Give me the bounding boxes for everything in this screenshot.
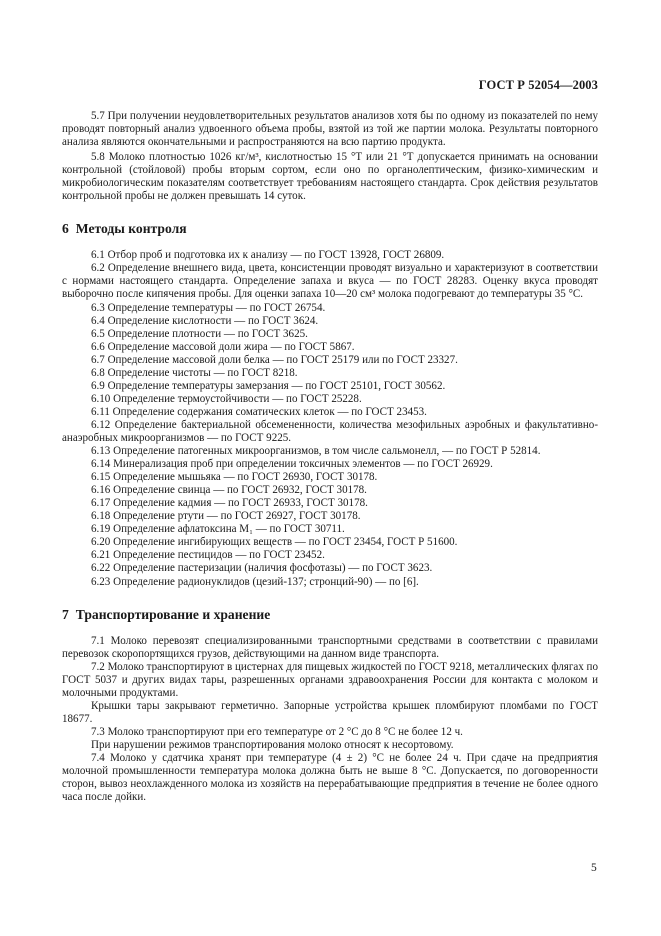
document-body bbox=[62, 110, 598, 804]
paragraph-7-1: 7.1 Молоко перевозят специализированными транспортными средствами в соответствии с правилами перевозок скоропортящихся грузов, действующими на данном виде транспорта. bbox=[62, 634, 598, 660]
item-6-1: 6.1 Отбор проб и подготовка их к анализу — по ГОСТ 13928, ГОСТ 26809. bbox=[91, 249, 445, 262]
item-6-8: 6.8 Определение чистоты — по ГОСТ 8218. bbox=[91, 366, 298, 379]
item-6-17: 6.17 Определение кадмия — по ГОСТ 26933, ГОСТ 30178. bbox=[91, 497, 368, 510]
item-6-13: 6.13 Определение патогенных микроорганизмов, в том числе сальмонелл, — по ГОСТ Р 52814. bbox=[91, 445, 541, 458]
item-6-2: 6.2 Определение внешнего вида, цвета, консистенции проводят визуально и характеризуют в соответствии с нормами настоящего стандарта. Определение запаха и вкуса — по ГОСТ 28283. Оценку вкуса проводят выборочно после кипячения пробы. Для оценки запаха 10—20 см³ молока подогревают до температуры 35 °С. bbox=[62, 262, 598, 301]
item-6-15: 6.15 Определение мышьяка — по ГОСТ 26930, ГОСТ 30178. bbox=[91, 471, 378, 484]
paragraph-7-3-violation: При нарушении режимов транспортирования молоко относят к несортовому. bbox=[91, 738, 454, 751]
paragraph-7-2: 7.2 Молоко транспортируют в цистернах для пищевых жидкостей по ГОСТ 9218, металлических флягах по ГОСТ 5037 и других видах тары, разрешенных органами здравоохранения России для контакта с молоком и молочными продуктами. bbox=[62, 660, 598, 699]
item-6-22: 6.22 Определение пастеризации (наличия фосфотазы) — по ГОСТ 3623. bbox=[91, 562, 433, 575]
item-6-19: 6.19 Определение афлатоксина М₁ — по ГОСТ 30711. bbox=[91, 523, 345, 536]
section-7-heading bbox=[62, 607, 598, 623]
item-6-3: 6.3 Определение температуры — по ГОСТ 26754. bbox=[91, 301, 326, 314]
section-7-number: 7 bbox=[62, 606, 69, 622]
paragraph-5-7: 5.7 При получении неудовлетворительных результатов анализов хотя бы по одному из показателей по нему проводят повторный анализ удвоенного объема пробы, взятой из той же партии молока. Результаты повторного анализа являются окончательными и распространяются на всю партию продукта. bbox=[62, 110, 598, 149]
section-6-heading bbox=[62, 221, 598, 237]
item-6-23: 6.23 Определение радионуклидов (цезий-137; стронций-90) — по [6]. bbox=[91, 575, 419, 588]
item-6-14: 6.14 Минерализация проб при определении токсичных элементов — по ГОСТ 26929. bbox=[91, 458, 493, 471]
item-6-7: 6.7 Определение массовой доли белка — по ГОСТ 25179 или по ГОСТ 23327. bbox=[91, 353, 458, 366]
paragraph-7-2-lids: Крышки тары закрывают герметично. Запорные устройства крышек пломбируют пломбами по ГОСТ 18677. bbox=[62, 699, 598, 725]
item-6-9: 6.9 Определение температуры замерзания — по ГОСТ 25101, ГОСТ 30562. bbox=[91, 379, 446, 392]
item-6-6: 6.6 Определение массовой доли жира — по ГОСТ 5867. bbox=[91, 340, 355, 353]
item-6-21: 6.21 Определение пестицидов — по ГОСТ 23452. bbox=[91, 549, 325, 562]
section-6-number: 6 bbox=[62, 221, 69, 237]
item-6-11: 6.11 Определение содержания соматических клеток — по ГОСТ 23453. bbox=[91, 405, 427, 418]
item-6-4: 6.4 Определение кислотности — по ГОСТ 3624. bbox=[91, 314, 319, 327]
page-number: 5 bbox=[591, 862, 597, 874]
item-6-10: 6.10 Определение термоустойчивости — по ГОСТ 25228. bbox=[91, 392, 362, 405]
item-6-16: 6.16 Определение свинца — по ГОСТ 26932, ГОСТ 30178. bbox=[91, 484, 367, 497]
paragraph-5-8: 5.8 Молоко плотностью 1026 кг/м³, кислотностью 15 °Т или 21 °Т допускается принимать на основании контрольной (стойловой) пробы вторым сортом, если оно по органолептическим, физико-химическим и микробиологическим показателям соответствует требованиям настоящего стандарта. Срок действия результатов контрольной пробы не должен превышать 14 суток. bbox=[62, 151, 598, 203]
item-6-5: 6.5 Определение плотности — по ГОСТ 3625. bbox=[91, 327, 308, 340]
paragraph-7-3: 7.3 Молоко транспортируют при его температуре от 2 °С до 8 °С не более 12 ч. bbox=[91, 725, 463, 738]
section-6-title: Методы контроля bbox=[75, 221, 187, 237]
section-7-title: Транспортирование и хранение bbox=[75, 606, 271, 622]
item-6-18: 6.18 Определение ртути — по ГОСТ 26927, ГОСТ 30178. bbox=[91, 510, 361, 523]
document-header: ГОСТ Р 52054—2003 bbox=[478, 78, 598, 92]
paragraph-7-4: 7.4 Молоко у сдатчика хранят при температуре (4 ± 2) °С не более 24 ч. При сдаче на предприятия молочной промышленности температура молока должна быть не выше 8 °С. Допускается, по договоренности сторон, вывоз неохлажденного молока из хозяйств на перерабатывающие предприятия в течение не более одного часа после дойки. bbox=[62, 751, 598, 804]
item-6-20: 6.20 Определение ингибирующих веществ — по ГОСТ 23454, ГОСТ Р 51600. bbox=[91, 536, 458, 549]
item-6-12: 6.12 Определение бактериальной обсемененности, количества мезофильных аэробных и факультативно-анаэробных микроорганизмов — по ГОСТ 9225. bbox=[62, 418, 598, 444]
